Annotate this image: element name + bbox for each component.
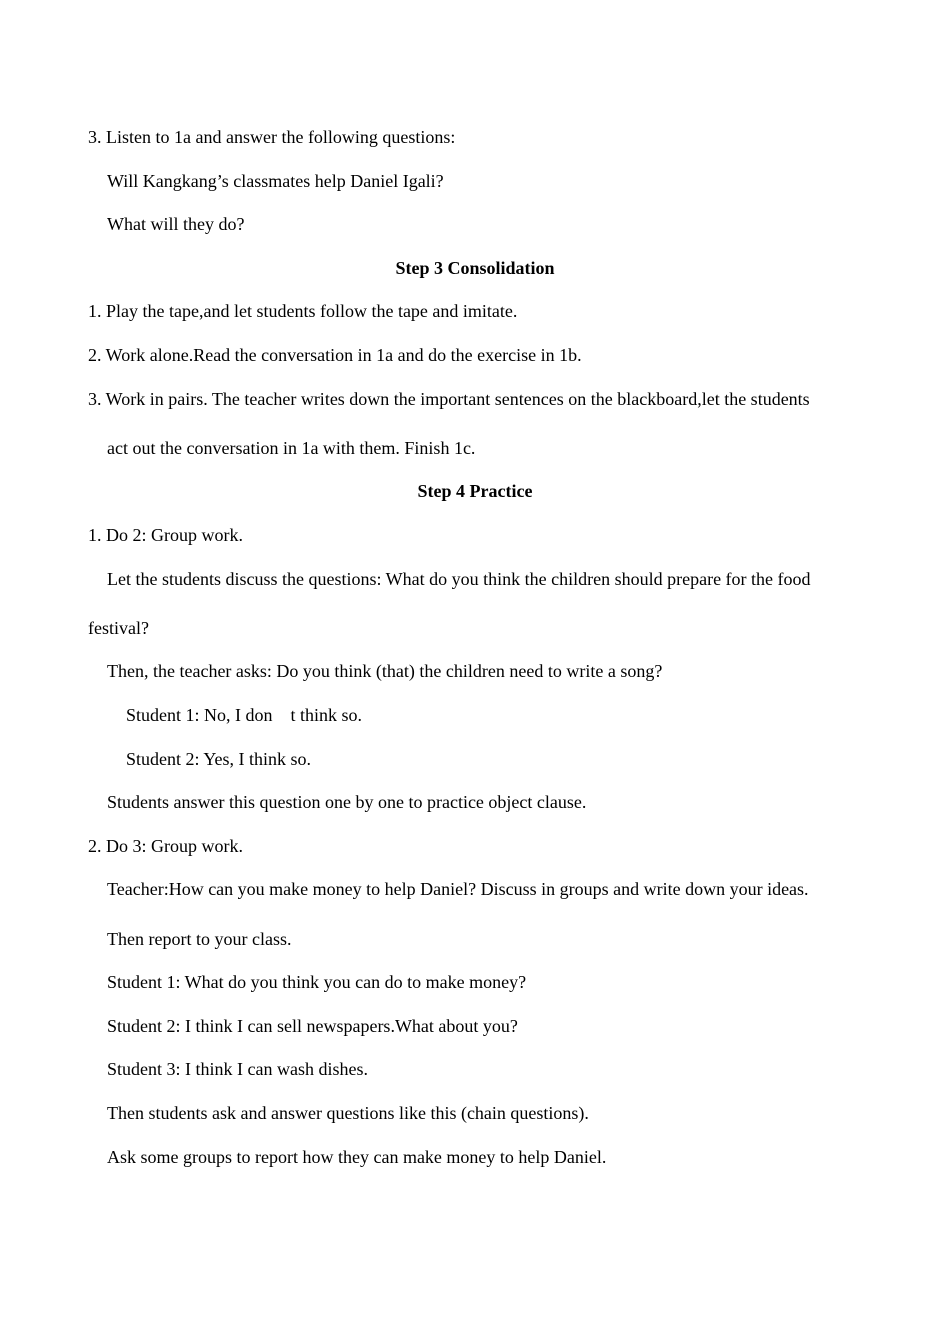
listen-question-1: Will Kangkang’s classmates help Daniel Igali? [107, 171, 444, 191]
step4-discuss-line2: festival? [88, 618, 149, 638]
step3-item-3-line1: 3. Work in pairs. The teacher writes down the important sentences on the blackboard,let the students [88, 389, 810, 409]
step4-student-2: Student 2: Yes, I think so. [126, 749, 312, 769]
step4-discuss-line1: Let the students discuss the questions: What do you think the children should prepare for the food [107, 569, 811, 589]
step4-item-1: 1. Do 2: Group work. [88, 525, 243, 545]
step4-heading: Step 4 Practice [417, 481, 533, 501]
listen-question-2: What will they do? [107, 214, 245, 234]
step3-item-3-line2: act out the conversation in 1a with them. Finish 1c. [107, 438, 476, 458]
step4-student-1: Student 1: No, I don t think so. [126, 705, 363, 725]
step4-s2: Student 2: I think I can sell newspapers.What about you? [107, 1016, 518, 1036]
step4-answer-note: Students answer this question one by one to practice object clause. [107, 792, 587, 812]
step4-report: Ask some groups to report how they can make money to help Daniel. [107, 1147, 607, 1167]
step3-item-2: 2. Work alone.Read the conversation in 1a and do the exercise in 1b. [88, 345, 582, 365]
step3-heading: Step 3 Consolidation [395, 258, 555, 278]
step4-s1: Student 1: What do you think you can do to make money? [107, 972, 527, 992]
step4-s3: Student 3: I think I can wash dishes. [107, 1059, 368, 1079]
listen-item-3: 3. Listen to 1a and answer the following questions: [88, 127, 456, 147]
step4-teacher-line1: Teacher:How can you make money to help Daniel? Discuss in groups and write down your ideas. [107, 879, 809, 899]
step4-teacher-asks: Then, the teacher asks: Do you think (that) the children need to write a song? [107, 661, 663, 681]
step4-item-2: 2. Do 3: Group work. [88, 836, 243, 856]
step3-item-1: 1. Play the tape,and let students follow the tape and imitate. [88, 301, 518, 321]
step4-chain: Then students ask and answer questions like this (chain questions). [107, 1103, 589, 1123]
step4-teacher-line2: Then report to your class. [107, 929, 292, 949]
